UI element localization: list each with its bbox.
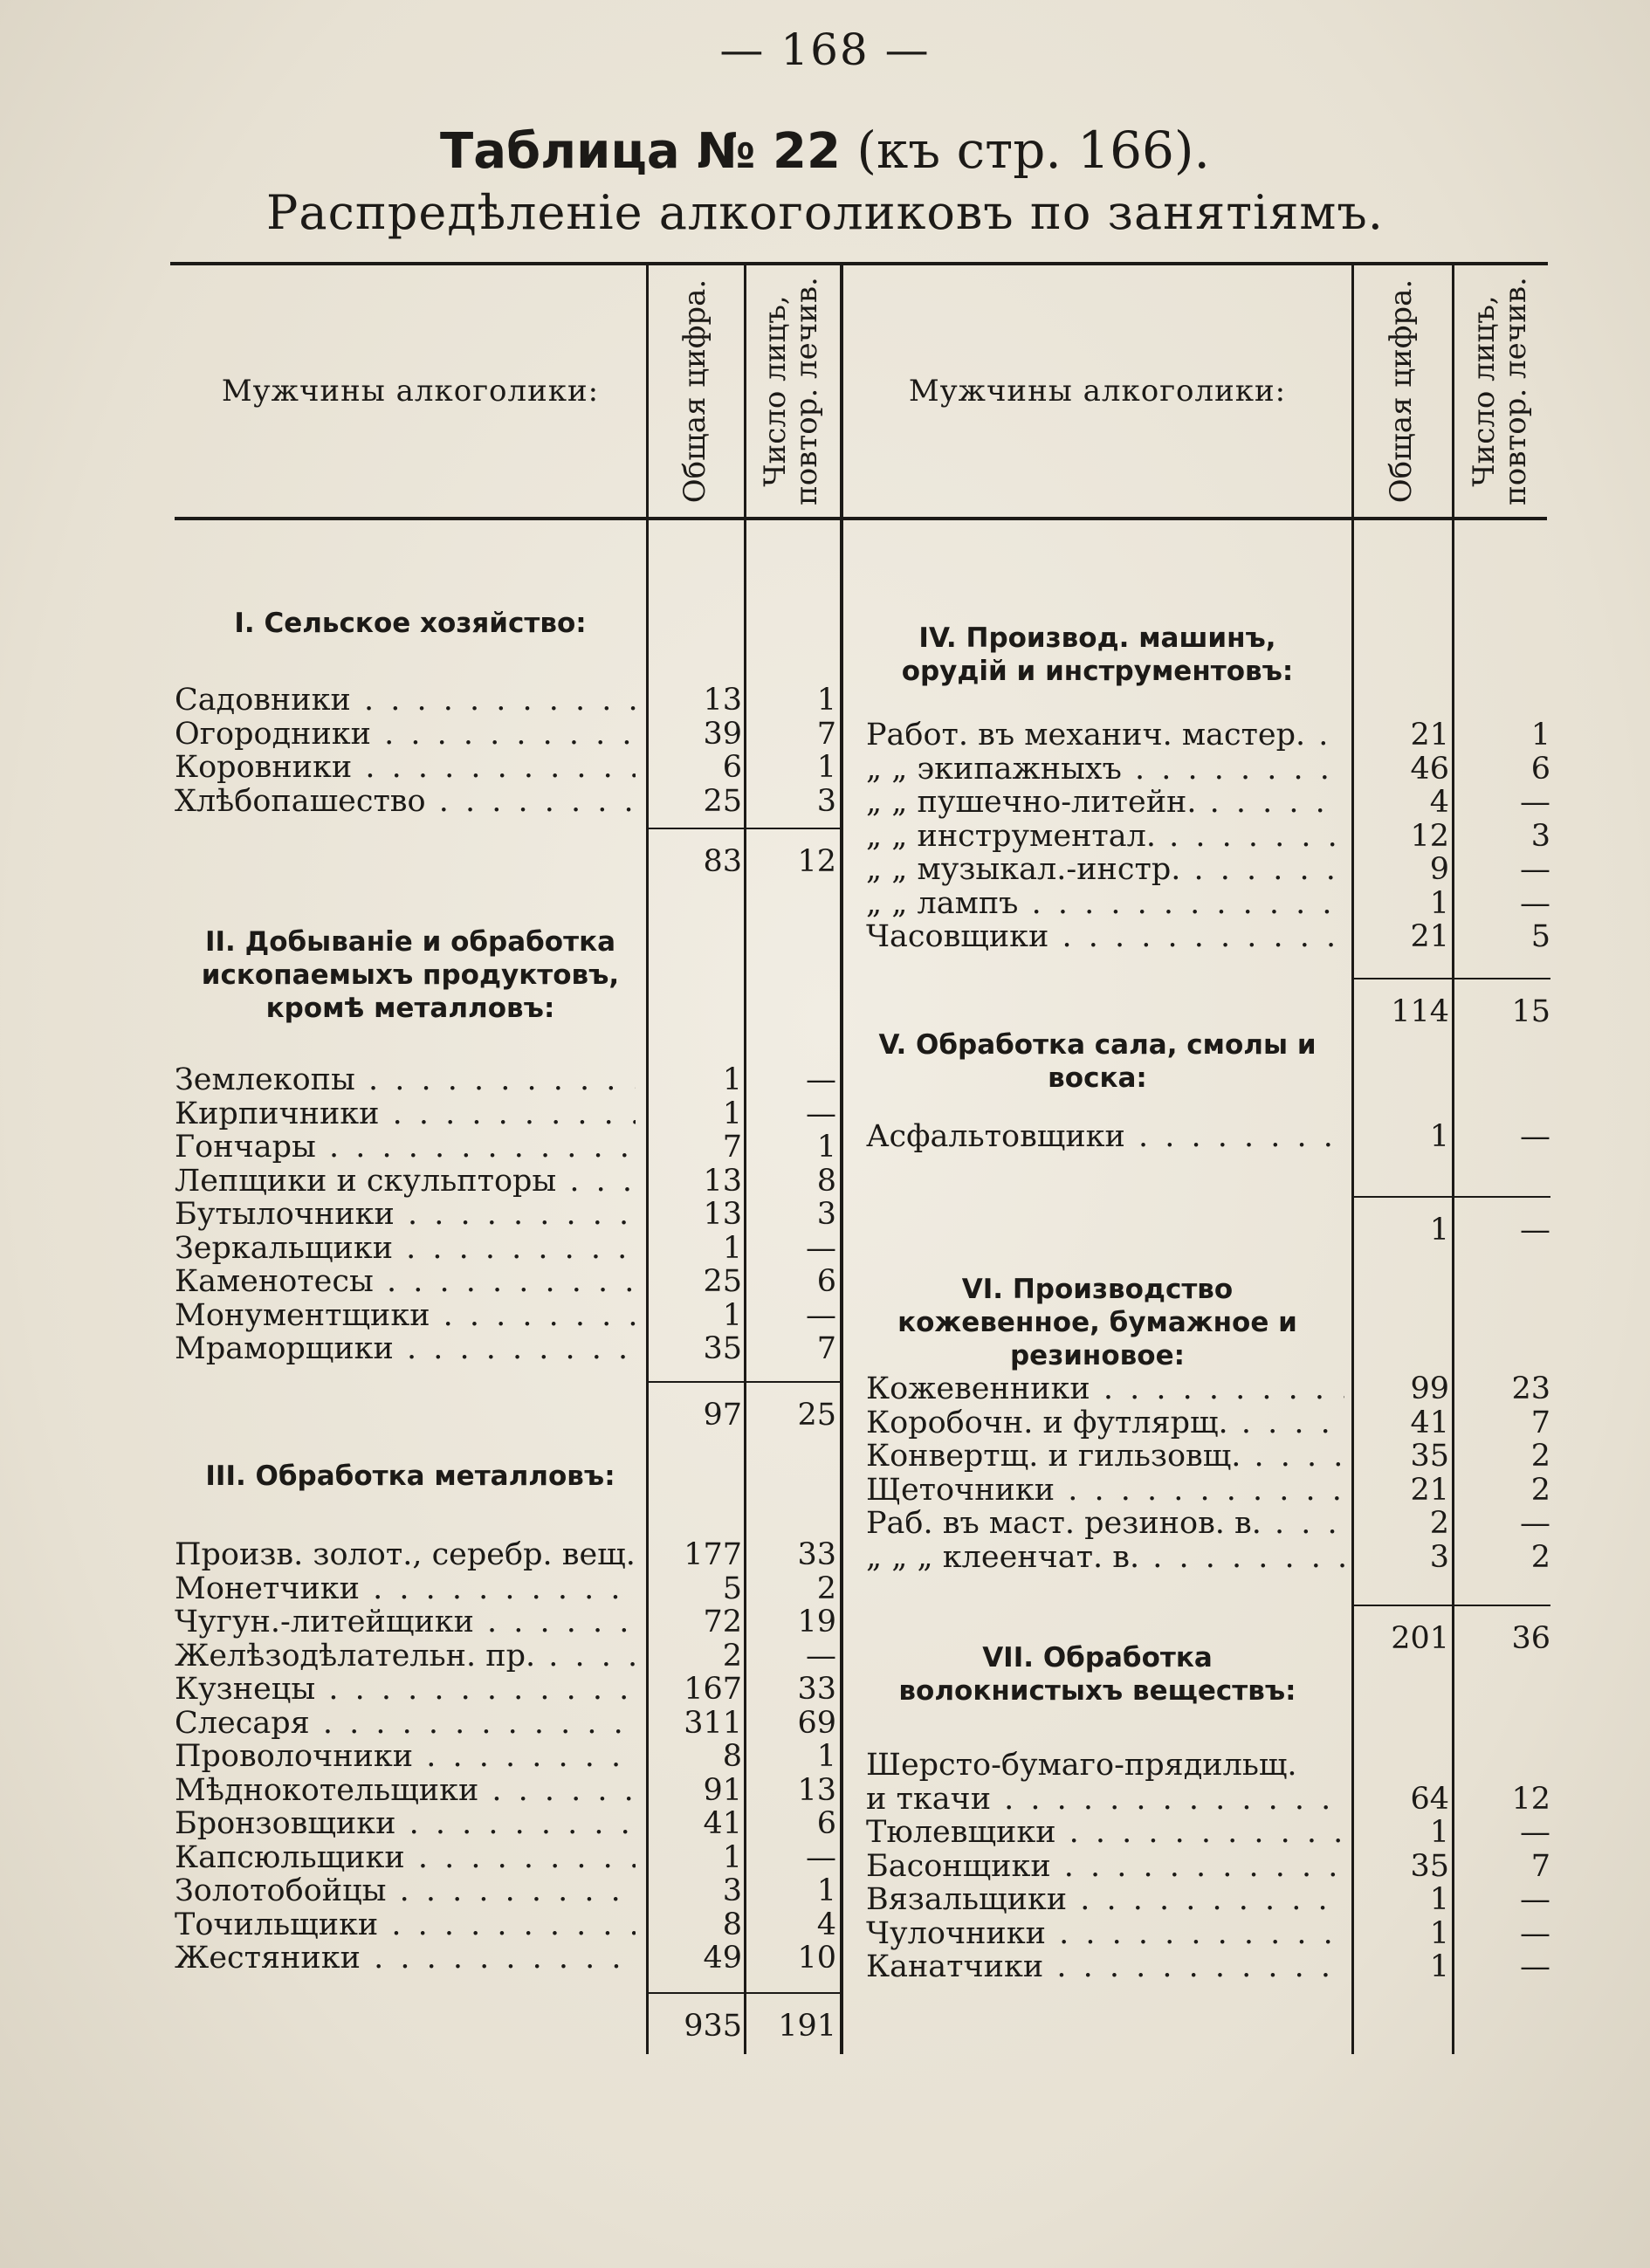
left-row-name: Хлѣбопашество . . . (175, 785, 636, 818)
left-row-repeat: — (806, 1839, 836, 1875)
right-section-title: VII. Обработка волокнистыхъ веществъ: (898, 1642, 1296, 1707)
left-row-total: 7 (722, 1130, 742, 1165)
right-row-total: 46 (1410, 751, 1449, 787)
left-row-total: 177 (684, 1537, 742, 1572)
right-section-total-repeat: 15 (1511, 994, 1550, 1029)
left-section-total-repeat: 12 (797, 844, 836, 879)
right-row-repeat: 5 (1530, 919, 1550, 954)
left-row-name: Произв. золот., серебр. вещ. . . . (175, 1538, 636, 1571)
right-row-repeat: — (1520, 785, 1550, 820)
header-right-repeat-1: Число лицъ, (1467, 295, 1502, 487)
right-row-repeat: 2 (1530, 1439, 1550, 1474)
left-row-name: Лепщики и скульпторы . . . (175, 1165, 636, 1198)
left-row-repeat: — (806, 1096, 836, 1131)
header-left-repeat-1: Число лицъ, (758, 295, 793, 487)
header-left-main: Мужчины алкоголики: (221, 374, 600, 409)
left-row-repeat: — (806, 1297, 836, 1333)
right-row-repeat: 12 (1511, 1781, 1550, 1817)
right-row-total: 1 (1429, 1949, 1449, 1984)
right-row-total: 1 (1429, 1915, 1449, 1951)
center-divider (840, 265, 843, 2054)
right-row-repeat: — (1520, 1815, 1550, 1850)
left-row-repeat: 3 (816, 783, 836, 819)
title-bold: Таблица № 22 (440, 123, 841, 180)
left-section-title: III. Обработка металловъ: (205, 1460, 615, 1492)
left-section-total-rule (646, 828, 840, 829)
left-row-total: 25 (703, 783, 742, 819)
left-row-total: 3 (722, 1873, 742, 1908)
right-row-name: Коробочн. и футлярщ. . . . (866, 1406, 1344, 1440)
left-row-total: 72 (703, 1605, 742, 1639)
left-row-name: Точильщики . . . (175, 1908, 636, 1942)
right-row-name: и ткачи . . . (866, 1783, 1344, 1816)
right-section-title: VI. Производство кожевенное, бумажное и резиновое: (897, 1274, 1297, 1371)
right-row-total: 4 (1429, 785, 1449, 820)
left-section-total-sum: 83 (703, 844, 742, 879)
left-row-name: Капсюльщики . . . (175, 1841, 636, 1874)
right-row-name: Шерсто-бумаго-прядильщ. (866, 1748, 1297, 1783)
right-row-total: 2 (1429, 1506, 1449, 1541)
right-row-repeat: 2 (1530, 1539, 1550, 1575)
left-row-total: 13 (703, 1163, 742, 1199)
left-section-total-rule (646, 1381, 840, 1383)
right-row-name: Кожевенники . . . (866, 1372, 1344, 1405)
header-right-main: Мужчины алкоголики: (908, 374, 1287, 409)
left-row-total: 1 (722, 1062, 742, 1097)
left-row-name: Слесаря . . . (175, 1707, 636, 1740)
right-row-name: Конвертщ. и гильзовщ. . . . (866, 1440, 1344, 1473)
header-bottom-rule (175, 517, 1547, 520)
right-section-title: IV. Производ. машинъ, орудій и инструментовъ: (901, 622, 1294, 687)
right-col-divider-2 (1452, 265, 1454, 2054)
right-row-name: Басонщики . . . (866, 1850, 1344, 1883)
right-row-repeat: 7 (1530, 1405, 1550, 1440)
left-row-repeat: 4 (816, 1907, 836, 1942)
left-row-total: 167 (684, 1672, 742, 1707)
right-row-name: „ „ музыкал.-инстр. . . . (866, 853, 1344, 886)
left-row-total: 8 (722, 1907, 742, 1942)
left-row-name: Гончары . . . (175, 1131, 636, 1164)
right-row-repeat: — (1520, 1506, 1550, 1541)
left-row-repeat: 7 (816, 1331, 836, 1366)
left-row-name: Желѣзодѣлательн. пр. . . . (175, 1639, 636, 1673)
right-section-title: V. Обработка сала, смолы и воска: (878, 1029, 1317, 1094)
left-row-total: 13 (703, 683, 742, 718)
left-row-total: 35 (703, 1331, 742, 1366)
right-row-name: Асфальтовщики . . . (866, 1120, 1344, 1153)
right-row-name: „ „ пушечно-литейн. . . . (866, 786, 1344, 819)
right-row-total: 1 (1429, 1882, 1449, 1917)
left-col-divider-1 (646, 265, 649, 2054)
table-top-rule (170, 262, 1548, 265)
right-section-total-sum: 114 (1391, 994, 1449, 1029)
left-row-name: Зеркальщики . . . (175, 1232, 636, 1265)
header-right-repeat-2: повтор. лечив. (1498, 277, 1533, 505)
left-row-repeat: — (806, 1230, 836, 1266)
right-row-repeat: — (1520, 1915, 1550, 1951)
right-section-total-sum: 1 (1429, 1213, 1449, 1247)
left-row-name: Проволочники . . . (175, 1740, 636, 1773)
left-row-total: 311 (684, 1705, 742, 1741)
left-row-name: Кузнецы . . . (175, 1673, 636, 1706)
right-row-repeat: 3 (1530, 818, 1550, 854)
left-row-total: 5 (722, 1570, 742, 1606)
right-row-total (1362, 1749, 1449, 1782)
right-row-name: Вязальщики . . . (866, 1883, 1344, 1916)
left-row-name: Мраморщики . . . (175, 1332, 636, 1365)
right-row-repeat: — (1520, 1949, 1550, 1984)
right-section-total-repeat: 36 (1511, 1621, 1550, 1656)
left-row-name: Бутылочники . . . (175, 1198, 636, 1231)
right-row-total: 1 (1429, 1119, 1449, 1154)
right-row-repeat: — (1520, 1882, 1550, 1917)
left-row-repeat: 3 (816, 1197, 836, 1232)
left-row-total: 1 (722, 1230, 742, 1266)
left-row-total: 1 (722, 1839, 742, 1875)
left-row-repeat: 1 (816, 750, 836, 785)
left-row-total: 1 (722, 1096, 742, 1131)
left-row-total: 49 (703, 1941, 742, 1976)
left-row-total: 1 (722, 1297, 742, 1333)
right-row-total: 1 (1429, 1815, 1449, 1850)
left-row-repeat: — (806, 1062, 836, 1097)
left-row-repeat: 8 (816, 1163, 836, 1199)
left-row-total: 91 (703, 1772, 742, 1808)
right-row-total: 99 (1410, 1371, 1449, 1406)
left-section-total-rule (646, 1992, 840, 1994)
right-row-name: Раб. въ маст. резинов. в. . . . (866, 1507, 1344, 1540)
right-row-total: 3 (1429, 1539, 1449, 1575)
right-row-total: 21 (1410, 718, 1449, 753)
right-section-total-repeat: — (1520, 1213, 1550, 1247)
left-row-repeat: 69 (797, 1705, 836, 1741)
left-row-name: Землекопы . . . (175, 1063, 636, 1096)
left-row-repeat: 33 (797, 1672, 836, 1707)
right-row-total: 9 (1429, 852, 1449, 887)
left-row-repeat: 1 (816, 1130, 836, 1165)
left-row-repeat: 1 (816, 1739, 836, 1774)
right-row-name: Канатчики . . . (866, 1950, 1344, 1983)
left-row-repeat: 1 (816, 683, 836, 718)
right-row-repeat: 6 (1530, 751, 1550, 787)
right-row-total: 21 (1410, 919, 1449, 954)
left-section-title: I. Сельское хозяйство: (234, 608, 587, 639)
left-row-total: 13 (703, 1197, 742, 1232)
left-row-repeat: 6 (816, 1264, 836, 1299)
header-left-repeat-2: повтор. лечив. (789, 277, 824, 505)
left-row-name: Садовники . . . (175, 684, 636, 717)
left-section-total-repeat: 25 (797, 1398, 836, 1433)
left-row-repeat: 10 (797, 1941, 836, 1976)
right-row-total: 1 (1429, 885, 1449, 921)
left-row-repeat: 13 (797, 1772, 836, 1808)
right-row-repeat: 1 (1530, 718, 1550, 753)
right-row-name: „ „ экипажныхъ . . . (866, 753, 1344, 786)
page-title (0, 120, 1650, 180)
right-row-name: Щеточники . . . (866, 1474, 1344, 1507)
right-row-repeat: — (1520, 852, 1550, 887)
right-row-repeat: 7 (1530, 1848, 1550, 1884)
left-row-name: Коровники . . . (175, 751, 636, 784)
left-row-repeat: 7 (816, 716, 836, 752)
left-row-name: Монетчики . . . (175, 1572, 636, 1605)
right-row-total: 21 (1410, 1472, 1449, 1508)
right-row-total: 35 (1410, 1848, 1449, 1884)
right-row-name: Тюлевщики . . . (866, 1816, 1344, 1849)
right-row-total: 41 (1410, 1405, 1449, 1440)
left-section-total-sum: 97 (703, 1398, 742, 1433)
left-row-repeat: 1 (816, 1873, 836, 1908)
left-row-name: Чугун.-литейщики . . . (175, 1605, 636, 1639)
right-row-name: „ „ „ клеенчат. в. . . . (866, 1541, 1344, 1574)
right-section-total-rule (1351, 1196, 1550, 1198)
left-row-name: Монументщики . . . (175, 1299, 636, 1332)
left-row-name: Каменотесы . . . (175, 1265, 636, 1298)
right-section-total-sum: 201 (1391, 1621, 1449, 1656)
right-row-name: „ „ инструментал. . . . (866, 820, 1344, 853)
page-subtitle: Распредѣленіе алкоголиковъ по занятіямъ. (266, 185, 1384, 240)
right-section-total-rule (1351, 1605, 1550, 1606)
right-row-name: Чулочники . . . (866, 1917, 1344, 1950)
header-right-total: Общая цифра. (1384, 278, 1419, 504)
left-row-repeat: — (806, 1638, 836, 1674)
left-row-repeat: 6 (816, 1806, 836, 1841)
left-row-total: 8 (722, 1739, 742, 1774)
right-row-repeat: — (1520, 1119, 1550, 1154)
right-row-total: 64 (1410, 1781, 1449, 1817)
page-number: — 168 — (719, 24, 931, 75)
right-row-repeat: 2 (1530, 1472, 1550, 1508)
right-col-divider-1 (1351, 265, 1354, 2054)
left-row-repeat: 33 (797, 1537, 836, 1572)
left-row-total: 41 (703, 1806, 742, 1841)
left-row-total: 25 (703, 1264, 742, 1299)
right-row-name: Часовщики . . . (866, 920, 1344, 953)
left-section-total-repeat: 191 (778, 2009, 836, 2044)
right-row-total: 35 (1410, 1439, 1449, 1474)
left-row-name: Мѣднокотельщики . . . (175, 1774, 636, 1807)
left-row-name: Огородники . . . (175, 718, 636, 751)
left-row-total: 2 (722, 1638, 742, 1674)
right-row-repeat: 23 (1511, 1371, 1550, 1406)
right-row-repeat (1463, 1749, 1550, 1782)
left-row-name: Жестяники . . . (175, 1942, 636, 1975)
right-row-name: „ „ лампъ . . . (866, 887, 1344, 920)
left-row-name: Бронзовщики . . . (175, 1807, 636, 1840)
left-row-name: Кирпичники . . . (175, 1097, 636, 1131)
right-row-total: 12 (1410, 818, 1449, 854)
left-row-repeat: 2 (816, 1570, 836, 1606)
header-left-total: Общая цифра. (677, 278, 712, 504)
left-row-total: 6 (722, 750, 742, 785)
left-row-repeat: 19 (797, 1605, 836, 1639)
right-row-name: Работ. въ механич. мастер. . . . (866, 718, 1344, 752)
left-row-name: Золотобойцы . . . (175, 1874, 636, 1907)
left-section-title: II. Добываніе и обработка ископаемыхъ продуктовъ, кромѣ металловъ: (201, 926, 620, 1024)
right-row-repeat: — (1520, 885, 1550, 921)
left-col-divider-2 (744, 265, 746, 2054)
title-rest: (къ стр. 166). (840, 120, 1210, 180)
left-row-total: 39 (703, 716, 742, 752)
left-section-total-sum: 935 (684, 2009, 742, 2044)
right-section-total-rule (1351, 978, 1550, 979)
